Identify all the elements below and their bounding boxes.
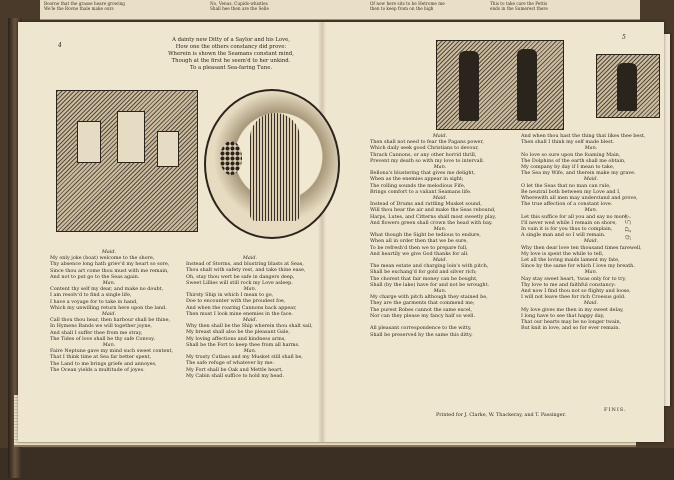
verse-line: Nor can they please my fancy half so well. xyxy=(370,312,475,319)
verse-line: My love is spent the while to tell, xyxy=(521,250,604,257)
strip-col-1: Boorne that the grasse heare growing We'le the Rovne thale make ours xyxy=(44,1,125,11)
verse-line: The safe refuge of whatever by me: xyxy=(186,360,274,367)
verse-line: Why then dear love ten thousand times farewell, xyxy=(521,244,642,251)
verse-line: The Land to me brings griefe and annoyes, xyxy=(50,360,157,367)
verse-line: My breast shall also be the pleasant Gale, xyxy=(186,329,290,336)
verse-line: In Hymens Bands we will together joyne, xyxy=(50,323,152,330)
verse-line: Instead of Storms, and blustring blasts at Seas, xyxy=(186,261,304,268)
verse-line: Shall be the Fort to keep thee from all harms. xyxy=(186,341,300,348)
verse-line: Nay stay sweet heart, 'twas only for to try, xyxy=(521,275,627,282)
verse-line: And not to put go to the Seas again. xyxy=(50,273,140,280)
verse-line: In vain it is for you thus to complain, xyxy=(521,226,613,233)
verse-line: When all in order then that we be sure, xyxy=(370,238,468,245)
verse-line: My charge with pitch although they stained be, xyxy=(370,294,488,301)
strip-col-3: Of now here sits to be Hetrome me then to keep from on the high xyxy=(370,1,445,11)
verse-line: The true affection of a constant love. xyxy=(521,201,613,208)
verse-line: Brings comfort to a valiant Seamans life. xyxy=(370,188,472,195)
sail-icon xyxy=(157,131,179,167)
verse-column-1 xyxy=(50,249,174,373)
speaker-label: Man. xyxy=(433,226,447,233)
verse-line: The Tides of love shall be thy safe Convoy. xyxy=(50,335,155,342)
speaker-label: Maid. xyxy=(432,133,448,139)
speaker-label: Maid. xyxy=(432,257,448,264)
verse-line: Let all the loving maids lament my fate, xyxy=(521,257,620,264)
verse-line: But knit in love, and so for ever remain. xyxy=(521,325,620,332)
speaker-label: Man. xyxy=(102,342,116,349)
strip-col-2: No, Venus, Cupids-whistles Shall hee then are the Selle xyxy=(210,1,269,11)
verse-line: Sweet Lillies will still rock my Love asleep. xyxy=(186,279,293,286)
verse-line: Why then shall be the Ship wherein thou shalt sail, xyxy=(186,323,313,330)
lady-medallion-woodcut xyxy=(204,89,340,239)
speaker-label: Maid. xyxy=(242,255,258,261)
speaker-label: Man. xyxy=(584,269,598,276)
gentleman-woodcut xyxy=(596,54,660,118)
verse-line: Since thou art come thou must with me remain, xyxy=(50,267,169,274)
speaker-label: Man. xyxy=(433,164,447,171)
verse-line: Bellona's blustering that gives me delight, xyxy=(370,170,475,177)
page-number-left: 4 xyxy=(58,42,62,49)
verse-line: The rolling sounds the melodious Fife, xyxy=(370,182,466,189)
speaker-label: Man. xyxy=(433,288,447,295)
broadside-sheet xyxy=(18,22,664,442)
verse-line: To be refresh'd then we to prepare full, xyxy=(370,244,468,251)
verse-line: Thy absence long hath griev'd my heart so sore, xyxy=(50,261,170,268)
handwritten-shelfmark: 9 P 57 xyxy=(624,214,633,240)
verse-line: Harps, Lutes, and Citterns shall most sweetly play, xyxy=(370,213,497,220)
lady-figure xyxy=(250,113,300,221)
verse-line: Since by the same for which I love my breath. xyxy=(521,263,635,270)
verse-line: No love so sure upon the foaming Main, xyxy=(521,151,621,158)
verse-line: My company by day if I mean to take, xyxy=(521,164,615,171)
verse-line: Thy love to me and faithful constancy: xyxy=(521,281,616,288)
page-number-right: 5 xyxy=(622,34,626,41)
verse-line: Which my unwilling return here upon the land. xyxy=(50,304,167,311)
speaker-label: Maid. xyxy=(583,238,599,245)
verse-line: The chorest that fair money can be bought, xyxy=(370,275,478,282)
verse-line: And when thou hast the thing that likes thee best, xyxy=(521,133,646,139)
verse-line: And heartily we give God thanks for all. xyxy=(370,250,469,257)
verse-line: Thrack Cannons, or any other horrid thrill, xyxy=(370,151,477,158)
verse-line: My only joke (boat) welcome to the shore, xyxy=(50,255,155,262)
speaker-label: Maid. xyxy=(101,311,117,318)
verse-line: They are the garments that commend me; xyxy=(370,300,475,307)
verse-line: Be neutral both between my Love and I, xyxy=(521,188,621,195)
verse-line: That I think time at Sea far better spent, xyxy=(50,354,152,361)
speaker-label: Man. xyxy=(584,207,598,214)
verse-line: Prevent my death so with my love to intervall. xyxy=(370,157,485,164)
verse-line: Shall (by the lake) have for and not be wrought. xyxy=(370,281,490,288)
verse-line: Shall be preserved by the same this ditty. xyxy=(370,331,473,338)
finis-mark: FINIS. xyxy=(604,407,627,413)
gentleman-figure xyxy=(617,63,637,111)
speaker-label: Maid. xyxy=(242,317,258,324)
previous-page-strip xyxy=(40,0,640,20)
verse-line: And now I find thou not so flighty and loose, xyxy=(521,288,631,295)
verse-line: Oh, stay thou wert be safe in dangers deep, xyxy=(186,273,295,280)
verse-line: When as the enemies appear in sight; xyxy=(370,176,464,183)
verse-line: My trusty Cutlass and my Musket still shall be, xyxy=(186,354,303,361)
verse-line: Let this suffice for all you and say no more, xyxy=(521,213,629,220)
printer-imprint: Printed for J. Clarke, W. Thackeray, and T. Passinger. xyxy=(436,412,566,418)
sail-icon xyxy=(117,111,145,163)
verse-line: Will thou hear the air and make the Seas rebound, xyxy=(370,207,496,214)
grapes-icon xyxy=(220,141,242,175)
verse-line: Content thy self my dear, and make no doubt, xyxy=(50,286,164,293)
verse-line: Then shall not need to fear the Pagans power, xyxy=(370,139,484,146)
man-figure xyxy=(517,49,537,121)
speaker-label: Man. xyxy=(584,145,598,152)
speaker-label: Maid. xyxy=(101,249,117,255)
verse-line: The mean estate and charging loin's with pitch, xyxy=(370,263,489,270)
verse-line: A single man and so I will remain. xyxy=(521,232,606,239)
verse-line: Which daily seek good Christians to devour, xyxy=(370,145,479,152)
verse-line: Faire Neptune gave my mind such sweet content, xyxy=(50,348,174,355)
verse-line: I have a voyage for to take in hand, xyxy=(50,298,138,305)
verse-line: I long have to see that happy day, xyxy=(521,312,605,319)
verse-line: The Dolphins of the earth shall me obtain, xyxy=(521,157,626,164)
verse-line: My loving affections and kindness arms, xyxy=(186,335,286,342)
ballad-title: A dainty new Ditty of a Saylor and his Love, How one the others constancy did prove: Wherein is shown the Seamans constant mind, Though at the first he seem'd to her unkind. To a pleasant Sea-faring Tune. xyxy=(168,37,294,72)
speaker-label: Maid. xyxy=(583,176,599,183)
verse-line: The purest Robes cannot the same excel, xyxy=(370,306,473,313)
verse-line: I am resolv'd to find a single life, xyxy=(50,292,132,299)
verse-line: My love gives me then in my sweet delay, xyxy=(521,306,624,313)
verse-line: And flowers green shall crown the head with bay. xyxy=(370,219,493,226)
center-fold xyxy=(318,22,326,442)
verse-line: Thou shalt with safety rest, and take thine ease, xyxy=(186,267,306,274)
verse-line: O let the Seas that no man can rule, xyxy=(521,182,611,189)
verse-line: The Ocean yields a multitude of joyes. xyxy=(50,366,145,373)
verse-line: Instead of Drums and rattling Musket sound, xyxy=(370,201,482,208)
strip-col-4: This to take care the Pettis ends in the Sumerest there xyxy=(490,1,548,11)
verse-line: And shall I suffer thee from me stray, xyxy=(50,329,143,336)
verse-column-2 xyxy=(186,255,314,379)
sail-icon xyxy=(77,121,101,163)
woman-figure xyxy=(459,51,479,121)
verse-line: Then must I look mine enemies in the face. xyxy=(186,310,293,317)
verse-line: Shall be exchang'd for gold and silver rich; xyxy=(370,269,477,276)
verse-line: And when the roaring Cannons back appear, xyxy=(186,304,297,311)
verse-line: Then shall I think my self made blest. xyxy=(521,139,615,146)
speaker-label: Man. xyxy=(102,280,116,287)
speaker-label: Man. xyxy=(243,286,257,293)
verse-line: I will not leave thee for rich Croesus gold. xyxy=(521,294,626,301)
verse-line: Thirsty Ship in which I mean to go, xyxy=(186,292,274,299)
ships-woodcut xyxy=(56,90,198,232)
verse-column-3 xyxy=(370,133,510,338)
verse-line: Call thou thou hear, then harbour shall be thine, xyxy=(50,317,171,324)
verse-line: I'll never wed while I remain on shore, xyxy=(521,219,617,226)
verse-line: The Sea my Wife, and therein make my grave. xyxy=(521,170,636,177)
verse-line: All pleasant correspondence to the witty, xyxy=(370,325,472,332)
verse-line: What though the Sight be tedious to endure, xyxy=(370,232,481,239)
verse-line: My Cabin shall suffice to hold my head. xyxy=(186,372,284,379)
speaker-label: Maid. xyxy=(432,195,448,202)
speaker-label: Maid. xyxy=(583,300,599,307)
book-base xyxy=(0,448,674,480)
verse-line: Doe to encounter with the proudest foe, xyxy=(186,298,286,305)
verse-line: That our hearts may be no longer twain, xyxy=(521,319,622,326)
couple-woodcut xyxy=(436,40,564,130)
verse-line: Wherewith all men may understand and prove, xyxy=(521,195,638,202)
verse-line: My Fort shall be Oak and Mettle heart, xyxy=(186,366,283,373)
speaker-label: Man. xyxy=(243,348,257,355)
